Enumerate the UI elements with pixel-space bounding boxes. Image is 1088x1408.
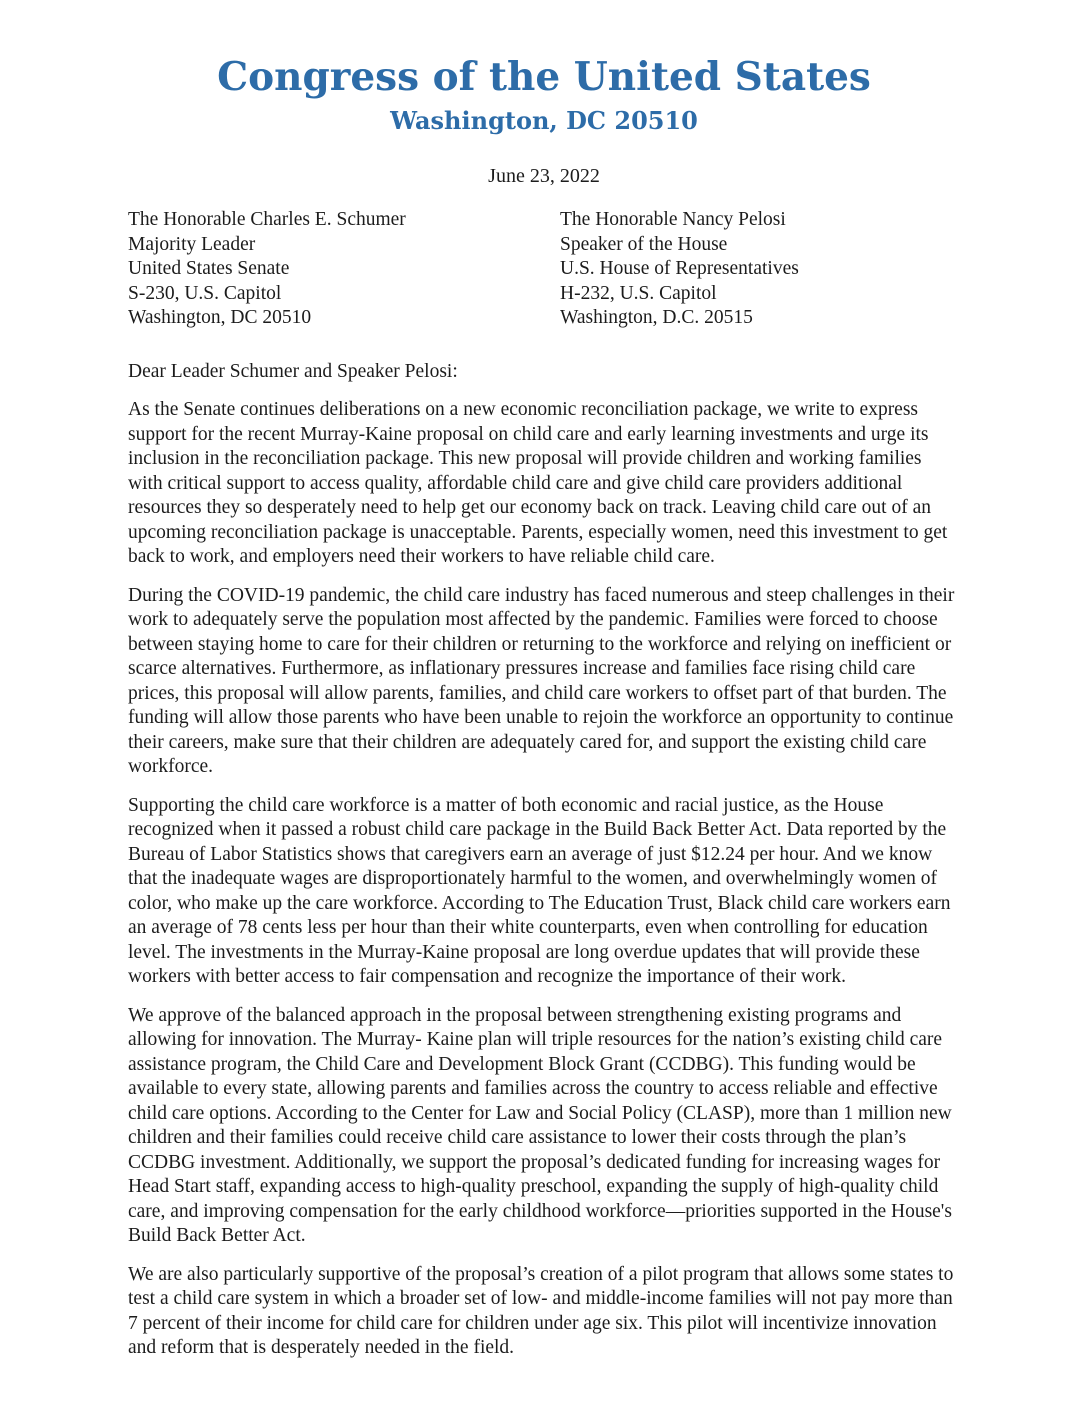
recipient-line: U.S. House of Representatives	[560, 258, 799, 279]
body-paragraph: Supporting the child care workforce is a matter of both economic and racial justice, as the House recognized when it passed a robust child care package in the Build Back Better Act. Data reported by the Bureau of Labor Statistics shows that caregivers earn an average of just $12.24 per hour. And we know that the inadequate wages are disproportionately harmful to the women, and overwhelmingly women of color, who make up the care workforce. According to The Education Trust, Black child care workers earn an average of 78 cents less per hour than their white counterparts, even when controlling for education level. The investments in the Murray-Kaine proposal are long overdue updates that will provide these workers with better access to fair compensation and recognize the importance of their work.	[128, 794, 951, 987]
recipient-block	[128, 208, 958, 331]
recipient-pelosi	[560, 208, 958, 331]
recipient-line: S-230, U.S. Capitol	[128, 282, 282, 304]
letter-date: June 23, 2022	[488, 165, 600, 187]
body-paragraph: As the Senate continues deliberations on a new economic reconciliation package, we write to express support for the recent Murray-Kaine proposal on child care and early learning investments and urge its inclusion in the reconciliation package. This new proposal will provide children and working families with critical support to access quality, affordable child care and give child care providers additional resources they so desperately need to help get our economy back on track. Leaving child care out of an upcoming reconciliation package is unacceptable. Parents, especially women, need this investment to get back to work, and employers need their workers to have reliable child care.	[128, 399, 948, 567]
recipient-line: The Honorable Nancy Pelosi	[560, 209, 786, 230]
recipient-line: Washington, D.C. 20515	[560, 307, 753, 328]
body-paragraph: We are also particularly supportive of the proposal’s creation of a pilot program that allows some states to test a child care system in which a broader set of low- and middle-income families will not pay more than 7 percent of their income for child care for children under age six. This pilot will incentivize innovation and reform that is desperately needed in the field.	[128, 1263, 954, 1358]
recipient-line: The Honorable Charles E. Schumer	[128, 209, 406, 230]
recipient-line: Washington, DC 20510	[128, 307, 312, 328]
letterhead	[0, 0, 1088, 135]
body-paragraph: We approve of the balanced approach in the proposal between strengthening existing programs and allowing for innovation. The Murray- Kaine plan will triple resources for the nation’s existing child care assistance program, the Child Care and Development Block Grant (CCDBG). This funding would be available to every state, allowing parents and families across the country to access reliable and effective child care options. According to the Center for Law and Social Policy (CLASP), more than 1 million new children and their families could receive child care assistance to lower their costs through the plan’s CCDBG investment. Additionally, we support the proposal’s dedicated funding for increasing wages for Head Start staff, expanding access to high-quality preschool, expanding the supply of high-quality child care, and improving compensation for the early childhood workforce—priorities supported in the House's Build Back Better Act.	[128, 1004, 952, 1246]
recipient-line: H-232, U.S. Capitol	[560, 282, 717, 304]
letter-body	[0, 398, 1088, 1361]
body-paragraph: During the COVID-19 pandemic, the child care industry has faced numerous and steep challenges in their work to adequately serve the population most affected by the pandemic. Families were forced to choose between staying home to care for their children or returning to the workforce and relying on inefficient or scarce alternatives. Furthermore, as inflationary pressures increase and families face rising child care prices, this proposal will allow parents, families, and child care workers to offset part of that burden. The funding will allow those parents who have been unable to rejoin the workforce an opportunity to continue their careers, make sure that their children are adequately cared for, and support the existing child care workforce.	[128, 584, 955, 777]
recipient-schumer	[128, 208, 560, 331]
recipient-line: United States Senate	[128, 258, 290, 279]
letterhead-title: Congress of the United States	[217, 54, 871, 100]
letterhead-subtitle: Washington, DC 20510	[390, 106, 698, 135]
salutation: Dear Leader Schumer and Speaker Pelosi:	[128, 360, 458, 382]
recipient-line: Speaker of the House	[560, 233, 728, 255]
recipient-line: Majority Leader	[128, 233, 256, 255]
